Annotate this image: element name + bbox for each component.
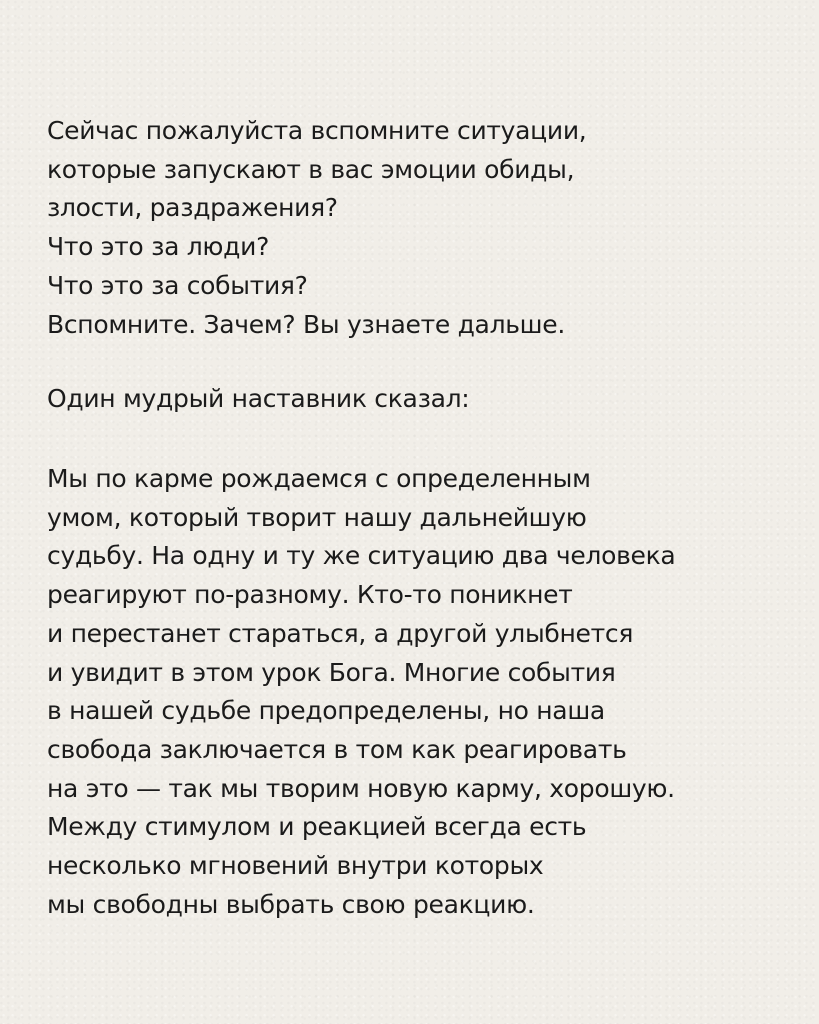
- text-line: на это — так мы творим новую карму, хорошую.: [47, 773, 675, 803]
- quote-paragraph: [47, 460, 787, 924]
- quote-intro-paragraph: [47, 380, 787, 419]
- intro-paragraph: [47, 112, 787, 344]
- text-line: мы свободны выбрать свою реакцию.: [47, 889, 535, 919]
- text-line: Один мудрый наставник сказал:: [47, 384, 470, 413]
- text-line: судьбу. На одну и ту же ситуацию два человека: [47, 541, 676, 571]
- text-line: Мы по карме рождаемся с определенным: [47, 464, 591, 493]
- text-line: несколько мгновений внутри которых: [47, 851, 544, 881]
- text-line: и перестанет стараться, а другой улыбнется: [47, 618, 634, 648]
- text-line: свобода заключается в том как реагировать: [47, 734, 627, 764]
- text-line: которые запускают в вас эмоции обиды,: [47, 154, 575, 184]
- text-line: злости, раздражения?: [47, 193, 338, 223]
- text-line: Сейчас пожалуйста вспомните ситуации,: [47, 116, 587, 145]
- text-line: Что это за события?: [47, 270, 308, 300]
- text-line: Между стимулом и реакцией всегда есть: [47, 812, 587, 842]
- text-line: реагируют по-разному. Кто-то поникнет: [47, 580, 573, 610]
- text-line: Вспомните. Зачем? Вы узнаете дальше.: [47, 309, 565, 339]
- text-line: Что это за люди?: [47, 232, 270, 262]
- text-line: и увидит в этом урок Бога. Многие события: [47, 657, 616, 687]
- text-line: умом, который творит нашу дальнейшую: [47, 502, 587, 532]
- text-line: в нашей судьбе предопределены, но наша: [47, 696, 605, 726]
